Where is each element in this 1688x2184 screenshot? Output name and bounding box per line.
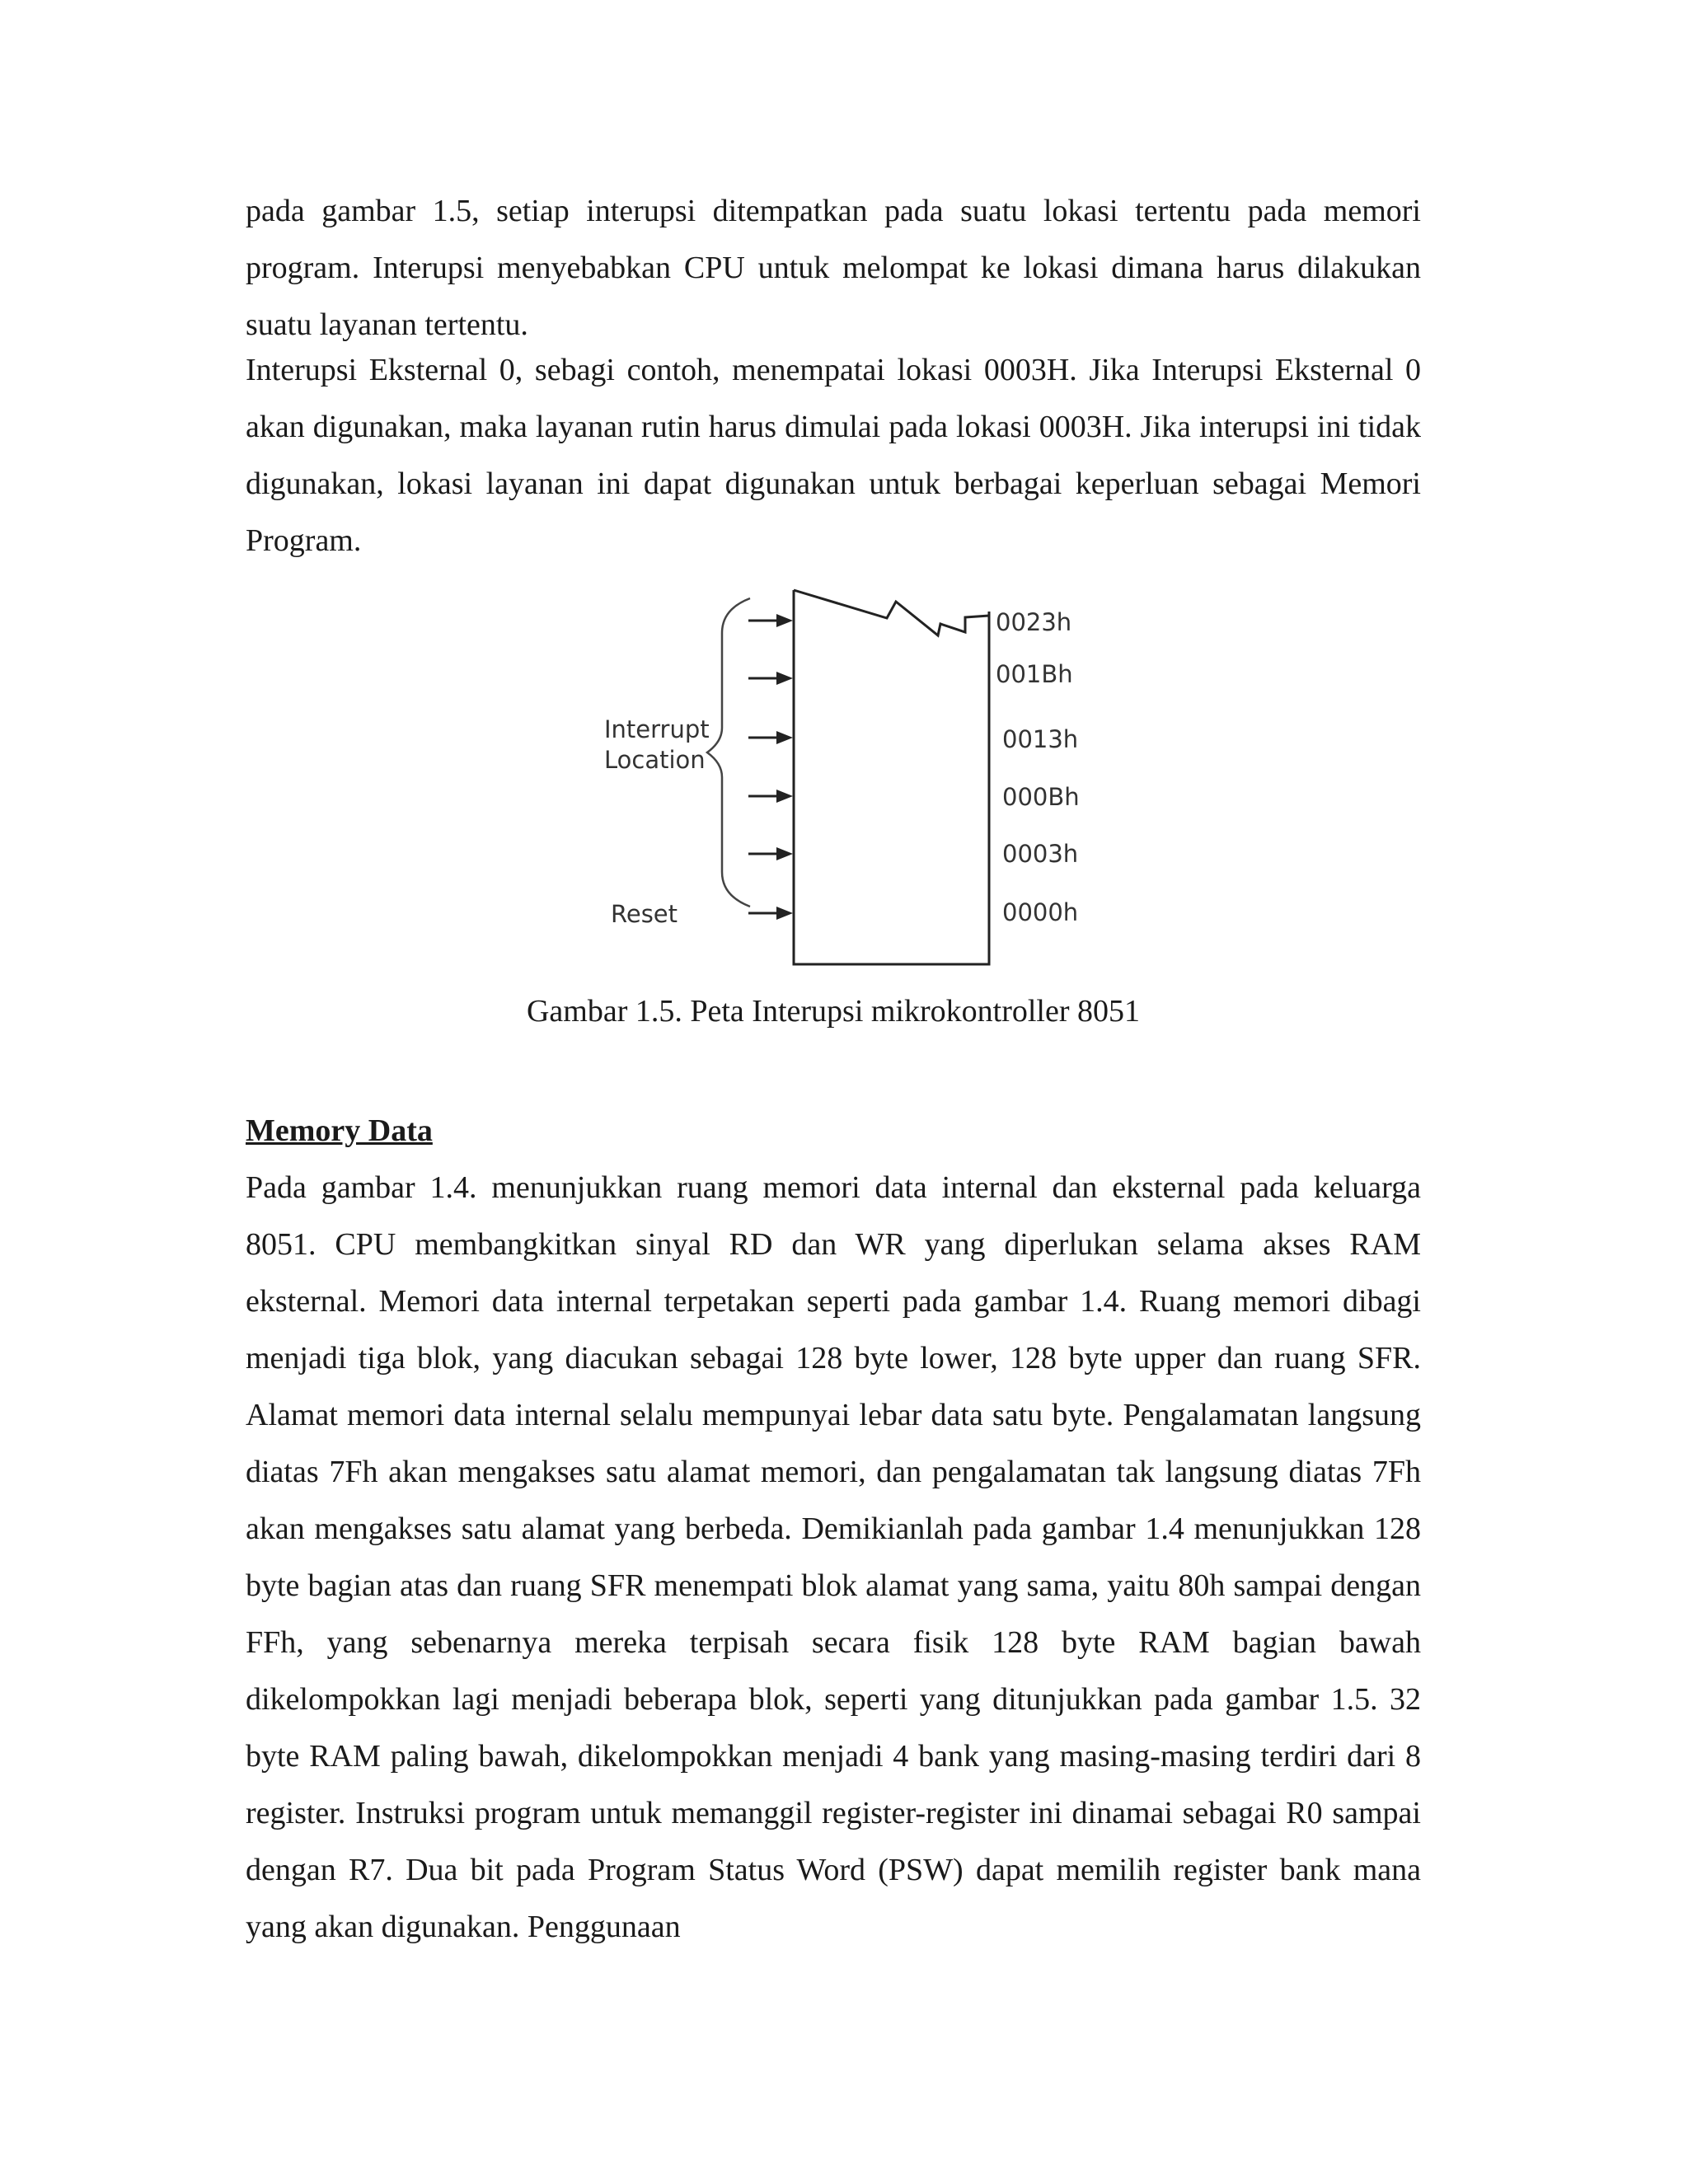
address-label: 0003h [1002, 840, 1079, 868]
interrupt-location-label-line1: Interrupt [604, 715, 710, 743]
interrupt-location-label-line2: Location [604, 746, 706, 774]
arrow-0003h [748, 847, 793, 860]
document-page [246, 183, 1421, 1956]
arrow-001bh [748, 672, 793, 685]
address-label: 0013h [1002, 725, 1079, 753]
arrow-0023h [748, 614, 793, 627]
address-label: 001Bh [996, 660, 1073, 688]
memory-block-torn-top [794, 590, 989, 635]
figure-caption: Gambar 1.5. Peta Interupsi mikrokontroller 8051 [526, 994, 1140, 1029]
section-heading-memory-data: Memory Data [246, 1113, 433, 1148]
address-label: 0000h [1002, 898, 1079, 926]
arrow-000bh [748, 790, 793, 803]
paragraph-interrupt-intro: pada gambar 1.5, setiap interupsi ditempatkan pada suatu lokasi tertentu pada memori program. Interupsi menyebabkan CPU untuk melompat ke lokasi dimana harus dilakukan suatu layanan tertentu. [246, 194, 1421, 342]
arrow-reset [748, 907, 793, 920]
interrupt-map-diagram [246, 588, 1421, 983]
address-label: 0023h [996, 608, 1072, 636]
address-label: 000Bh [1002, 783, 1080, 811]
interrupt-map-figure [246, 588, 1421, 983]
paragraph-external-interrupt: Interupsi Eksternal 0, sebagi contoh, menempatai lokasi 0003H. Jika Interupsi Eksternal 0 akan digunakan, maka layanan rutin harus dimulai pada lokasi 0003H. Jika interupsi ini tidak digunakan, lokasi layanan ini dapat digunakan untuk berbagai keperluan sebagai Memori Program. [246, 353, 1421, 558]
paragraph-memory-data: Pada gambar 1.4. menunjukkan ruang memori data internal dan eksternal pada keluarga 8051. CPU membangkitkan sinyal RD dan WR yang diperlukan selama akses RAM eksternal. Memori data internal terpetakan seperti pada gambar 1.4. Ruang memori dibagi menjadi tiga blok, yang diacukan sebagai 128 byte lower, 128 byte upper dan ruang SFR. Alamat memori data internal selalu mempunyai lebar data satu byte. Pengalamatan langsung diatas 7Fh akan mengakses satu alamat memori, dan pengalamatan tak langsung diatas 7Fh akan mengakses satu alamat yang berbeda. Demikianlah pada gambar 1.4 menunjukkan 128 byte bagian atas dan ruang SFR menempati blok alamat yang sama, yaitu 80h sampai dengan FFh, yang sebenarnya mereka terpisah secara fisik 128 byte RAM bagian bawah dikelompokkan lagi menjadi beberapa blok, seperti yang ditunjukkan pada gambar 1.5. 32 byte RAM paling bawah, dikelompokkan menjadi 4 bank yang masing-masing terdiri dari 8 register. Instruksi program untuk memanggil register-register ini dinamai sebagai R0 sampai dengan R7. Dua bit pada Program Status Word (PSW) dapat memilih register bank mana yang akan digunakan. Penggunaan [246, 1170, 1421, 1944]
memory-block-outline [794, 590, 989, 964]
arrow-0013h [748, 731, 793, 744]
reset-label: Reset [611, 900, 678, 928]
interrupt-brace [707, 598, 750, 907]
